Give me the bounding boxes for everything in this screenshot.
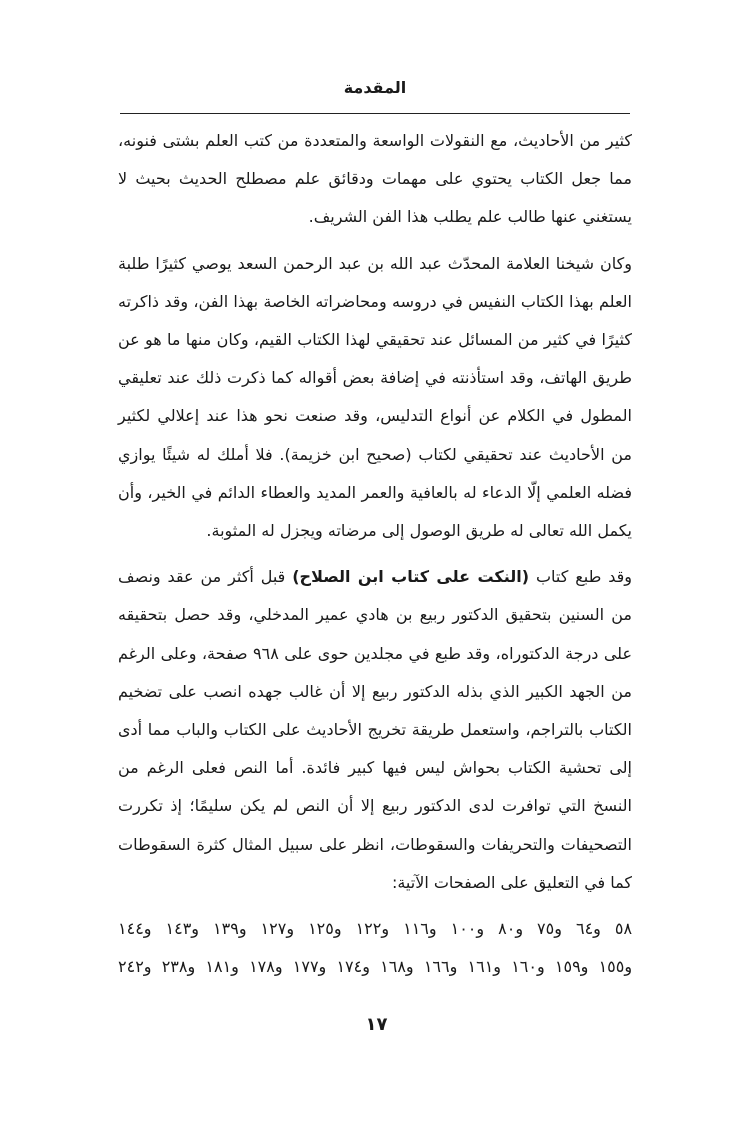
paragraph-2: وكان شيخنا العلامة المحدّث عبد الله بن عبد الرحمن السعد يوصي كثيرًا طلبة العلم بهذا الكتاب النفيس في دروسه ومحاضراته الخاصة بهذا الفن، وقد ذاكرته كثيرًا في كثير من المسائل عند تحقيقي لهذا الكتاب القيم، وكان منها ما هو عن طريق الهاتف، وقد استأذنته في إضافة بعض أقواله كما ذكرت ذلك عند تعليقي المطول في الكلام عن أنواع التدليس، وقد صنعت نحو هذا عند إعلالي لكثير من الأحاديث عند تحقيقي لكتاب (صحيح ابن خزيمة). فلا أملك له شيئًا يوازي فضله العلمي إلّا الدعاء له بالعافية والعمر المديد والعطاء الدائم في الخير، وأن يكمل الله تعالى له طريق الوصول إلى مرضاته ويجزل له المثوبة.	[118, 253, 632, 541]
header-rule	[120, 113, 630, 114]
paragraph-3	[118, 558, 632, 902]
references-line-2: و١٥٥ و١٥٩ و١٦٠ و١٦١ و١٦٦ و١٦٨ و١٧٤ و١٧٧ و١٧٨ و١٨١ و٢٣٨ و٢٤٢	[118, 957, 633, 976]
running-header: المقدمة	[343, 78, 407, 97]
paragraph-1: كثير من الأحاديث، مع النقولات الواسعة والمتعددة من كتب العلم بشتى فنونه، مما جعل الكتاب يحتوي على مهمات ودقائق علم مصطلح الحديث بحيث لا يستغني عنها طالب علم يطلب هذا الفن الشريف.	[118, 131, 632, 227]
paragraph-3-start: وقد طبع كتاب	[529, 567, 632, 587]
paragraph-3-rest: قبل أكثر من عقد ونصف من السنين بتحقيق الدكتور ربيع بن هادي عمير المدخلي، وقد حصل بتحقيقه على درجة الدكتوراه، وقد طبع في مجلدين حوى على ٩٦٨ صفحة، وعلى الرغم من الجهد الكبير الذي بذله الدكتور ربيع إلا أن غالب جهده انصب على تضخيم الكتاب بالتراجم، واستعمل طريقة تخريج الأحاديث على الكتاب والباب مما أدى إلى تحشية الكتاب بحواش ليس فيها كبير فائدة. أما النص فعلى الرغم من النسخ التي توافرت لدى الدكتور ربيع إلا أن النص لم يكن سليمًا؛ إذ تكررت التصحيفات والتحريفات والسقوطات، انظر على سبيل المثال كثرة السقوطات كما في التعليق على الصفحات الآتية:	[118, 567, 633, 892]
page-references	[118, 910, 632, 986]
book-title: (النكت على كتاب ابن الصلاح)	[292, 567, 530, 587]
page-body	[118, 122, 632, 910]
page-number: ١٧	[365, 1014, 388, 1035]
references-line-1: ٥٨ و٦٤ و٧٥ و٨٠ و١٠٠ و١١٦ و١٢٢ و١٢٥ و١٢٧ و١٣٩ و١٤٣ و١٤٤	[118, 919, 633, 938]
